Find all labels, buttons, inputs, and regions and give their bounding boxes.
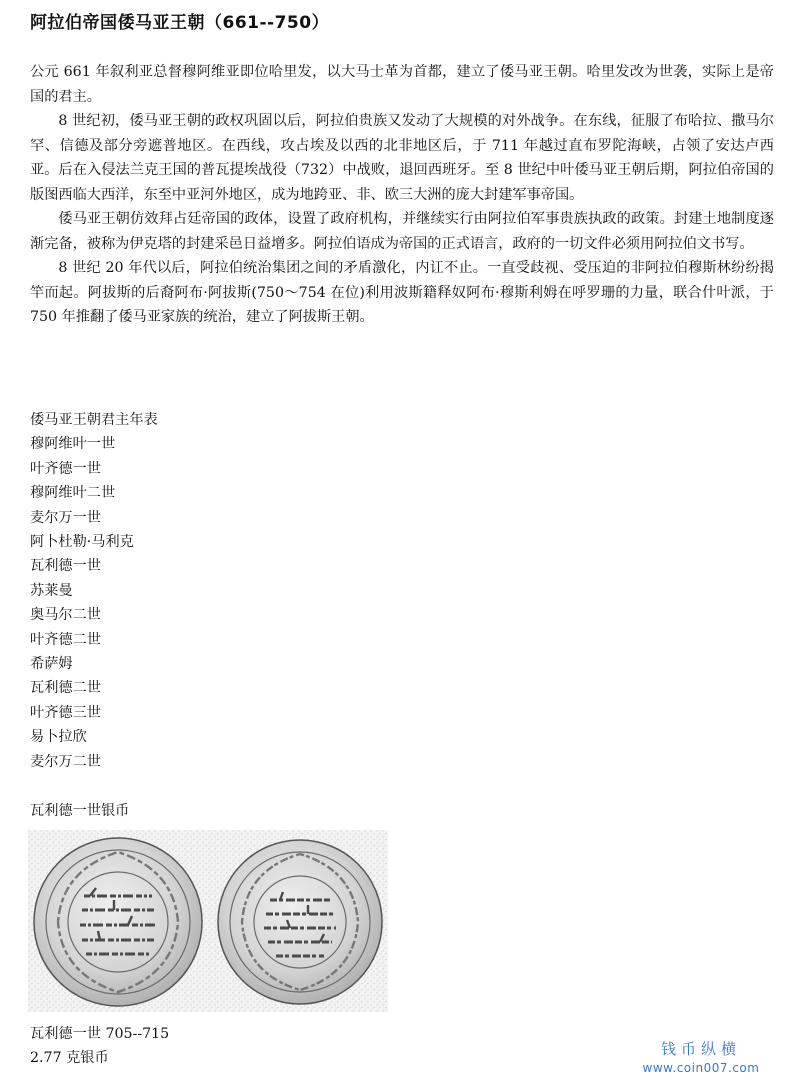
- watermark-chinese: 钱币纵横: [660, 1040, 741, 1058]
- ruler-list: [30, 432, 330, 774]
- page-title: 阿拉伯帝国倭马亚王朝（661--750）: [30, 13, 330, 33]
- ruler-list-heading: 倭马亚王朝君主年表: [30, 412, 158, 428]
- ruler-item: 穆阿维叶一世: [30, 436, 116, 453]
- ruler-item: 叶齐德二世: [30, 631, 101, 648]
- coin-reign: 瓦利德一世 705--715: [30, 1026, 170, 1042]
- coin-caption: 瓦利德一世银币: [30, 803, 130, 819]
- ruler-item: 瓦利德一世: [30, 558, 101, 575]
- site-watermark: [626, 1038, 776, 1075]
- ruler-item: 麦尔万一世: [30, 509, 101, 526]
- coin-weight: 2.77 克银币: [30, 1050, 109, 1066]
- ruler-item: 奥马尔二世: [30, 607, 101, 624]
- article-paragraph: 公元 661 年叙利亚总督穆阿维亚即位哈里发，以大马士革为首都，建立了倭马亚王朝。哈里发改为世袭，实际上是帝国的君主。: [30, 64, 774, 105]
- ruler-item: 瓦利德二世: [30, 680, 101, 697]
- ruler-item: 易卜拉欣: [30, 729, 87, 746]
- watermark-url: www.coin007.com: [642, 1061, 760, 1075]
- ruler-item: 穆阿维叶二世: [30, 485, 116, 502]
- coin-obverse: [34, 838, 202, 1006]
- ruler-item: 叶齐德一世: [30, 460, 101, 477]
- article-body: [30, 60, 774, 330]
- article-paragraph: 倭马亚王朝仿效拜占廷帝国的政体，设置了政府机构，并继续实行由阿拉伯军事贵族执政的政策。封建土地制度逐渐完备，被称为伊克塔的封建采邑日益增多。阿拉伯语成为帝国的正式语言，政府的一切文件必须用阿拉伯文书写。: [30, 211, 774, 252]
- ruler-item: 苏莱曼: [30, 582, 73, 599]
- coin-details: [30, 1022, 169, 1070]
- article-paragraph: 8 世纪初，倭马亚王朝的政权巩固以后，阿拉伯贵族又发动了大规模的对外战争。在东线，征服了布哈拉、撒马尔罕、信德及部分旁遮普地区。在西线，攻占埃及以西的北非地区后，于 711 年越过直布罗陀海峡，占领了安达卢西亚。后在入侵法兰克王国的普瓦提埃战役（732）中战败，退回西班牙。至 8 世纪中叶倭马亚王朝后期，阿拉伯帝国的版图西临大西洋，东至中亚河外地区，成为地跨亚、非、欧三大洲的庞大封建军事帝国。: [30, 113, 774, 203]
- coin-photo: [28, 830, 388, 1012]
- ruler-item: 麦尔万二世: [30, 753, 101, 770]
- article-paragraph: 8 世纪 20 年代以后，阿拉伯统治集团之间的矛盾激化，内讧不止。一直受歧视、受压迫的非阿拉伯穆斯林纷纷揭竿而起。阿拔斯的后裔阿布·阿拔斯(750～754 在位)利用波斯籍释奴阿布·穆斯利姆在呼罗珊的力量，联合什叶派，于 750 年推翻了倭马亚家族的统治，建立了阿拔斯王朝。: [30, 260, 774, 325]
- ruler-item: 阿卜杜勒·马利克: [30, 534, 134, 551]
- coin-reverse: [218, 840, 382, 1004]
- ruler-item: 希萨姆: [30, 656, 73, 673]
- ruler-chronology: [30, 408, 330, 774]
- ruler-item: 叶齐德三世: [30, 704, 101, 721]
